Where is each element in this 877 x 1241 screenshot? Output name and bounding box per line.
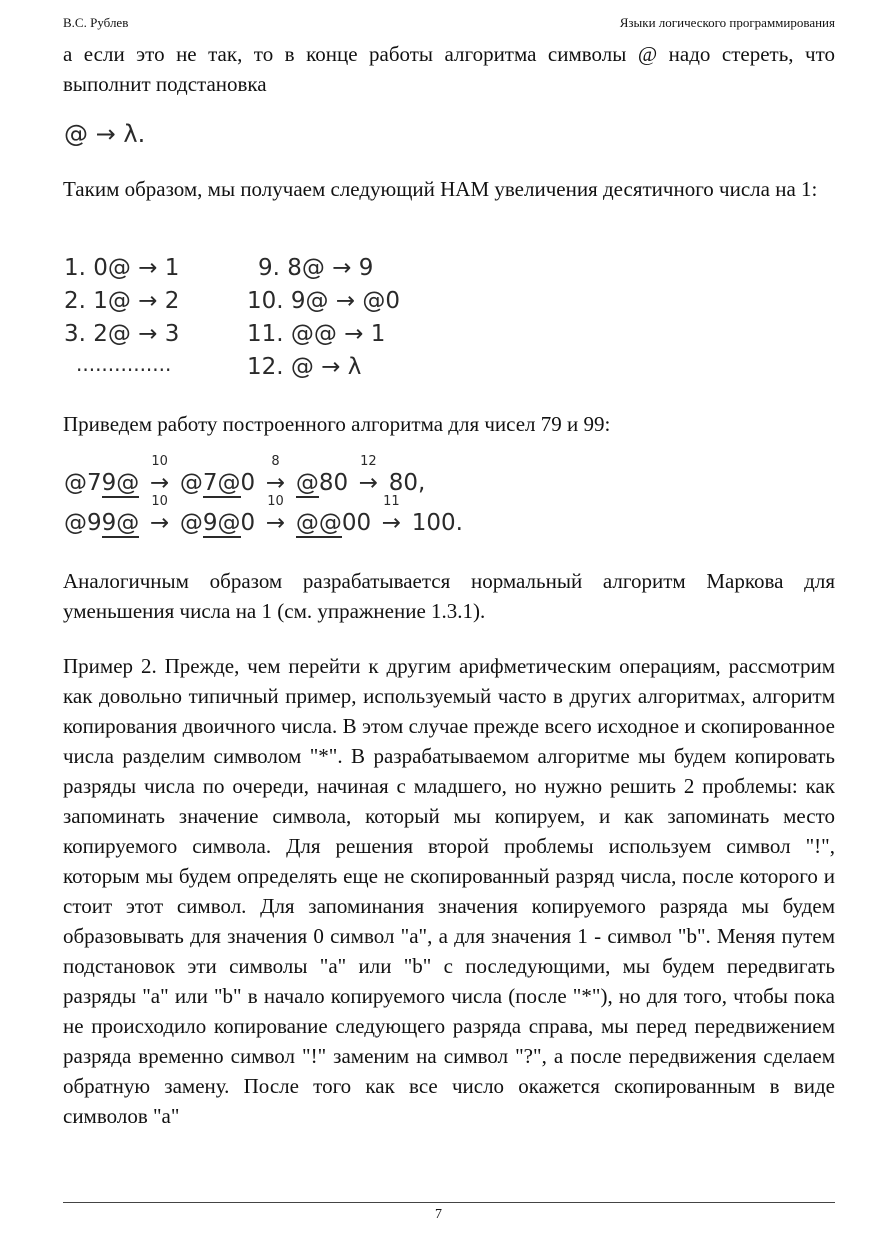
paragraph-trace-intro: Приведем работу построенного алгоритма для чисел 79 и 99:	[63, 412, 611, 436]
algorithm-rule: 2. 1@ → 2	[64, 288, 180, 314]
paragraph-intro: а если это не так, то в конце работы алгоритма символы @ надо стереть, что выполнит подстановка	[63, 42, 835, 96]
page-number: 7	[435, 1207, 442, 1222]
algorithm-rule: 10. 9@ → @0	[247, 288, 401, 314]
rule-number: 11	[383, 494, 400, 509]
rule-number: 8	[271, 454, 280, 469]
labeled-arrow: 12 →	[355, 470, 381, 496]
footer-divider	[63, 1202, 835, 1203]
algorithm-rule: 9. 8@ → 9	[258, 255, 374, 281]
labeled-arrow: 10 →	[147, 470, 173, 496]
rule-number: 12	[360, 454, 377, 469]
trace-step: @7@0	[179, 470, 256, 496]
trace-step: @99@	[64, 510, 140, 536]
rule-number: 10	[267, 494, 284, 509]
paragraph-decrement-note: Аналогичным образом разрабатывается нормальный алгоритм Маркова для уменьшения числа на 1 (см. упражнение 1.3.1).	[63, 569, 835, 623]
formula-erase-substitution: @ → λ.	[64, 120, 146, 148]
algorithm-rule: 11. @@ → 1	[247, 321, 386, 347]
running-header	[63, 15, 835, 35]
header-author: В.С. Рублев	[63, 15, 129, 30]
trace-result: 80,	[388, 470, 426, 496]
labeled-arrow: 11 →	[378, 510, 404, 536]
labeled-arrow: 10 →	[147, 510, 173, 536]
labeled-arrow: 10 →	[263, 510, 289, 536]
trace-step: @79@	[64, 470, 140, 496]
trace-step: @@00	[295, 510, 372, 536]
trace-step: @80	[295, 470, 349, 496]
trace-row-99	[64, 494, 463, 536]
paragraph-nam-intro: Таким образом, мы получаем следующий НАМ увеличения десятичного числа на 1:	[63, 177, 818, 201]
header-title: Языки логического программирования	[619, 15, 835, 30]
algorithm-rule: 3. 2@ → 3	[64, 321, 180, 347]
algorithm-rule: 12. @ → λ	[247, 354, 362, 380]
labeled-arrow: 8 →	[263, 470, 289, 496]
trace-result: 100.	[411, 510, 463, 536]
paragraph-example-2: Пример 2. Прежде, чем перейти к другим арифметическим операциям, рассмотрим как довольно типичный пример, используемый часто в других алгоритмах, алгоритм копирования двоичного числа. В этом случае прежде всего исходное и скопированное числа разделим символом "*". В разрабатываемом алгоритме мы будем копировать разряды числа по очереди, начиная с младшего, но нужно решить 2 проблемы: как запоминать значение символа, который мы копируем, и как запоминать место копируемого символа. Для решения второй проблемы используем символ "!", которым мы будем определять еще не скопированный разряд числа, после которого и стоит этот символ. Для запоминания значения копируемого разряда мы будем образовывать для значения 0 символ "a", а для значения 1 - символ "b". Меняя путем подстановок эти символы "a" или "b" с последующими, мы будем передвигать разряды "a" или "b" в начало копируемого числа (после "*"), но для того, чтобы пока не происходило копирование следующего разряда справа, мы перед передвижением разряда временно символ "!" заменим на символ "?", а после передвижения сделаем обратную замену. После того как все число окажется скопированным в виде символов "a"	[63, 654, 835, 1128]
rule-number: 10	[151, 454, 168, 469]
algorithm-ellipsis: ...............	[76, 352, 172, 376]
algorithm-rule: 1. 0@ → 1	[64, 255, 180, 281]
trace-step: @9@0	[179, 510, 256, 536]
rule-number: 10	[151, 494, 168, 509]
trace-row-79	[64, 454, 426, 496]
